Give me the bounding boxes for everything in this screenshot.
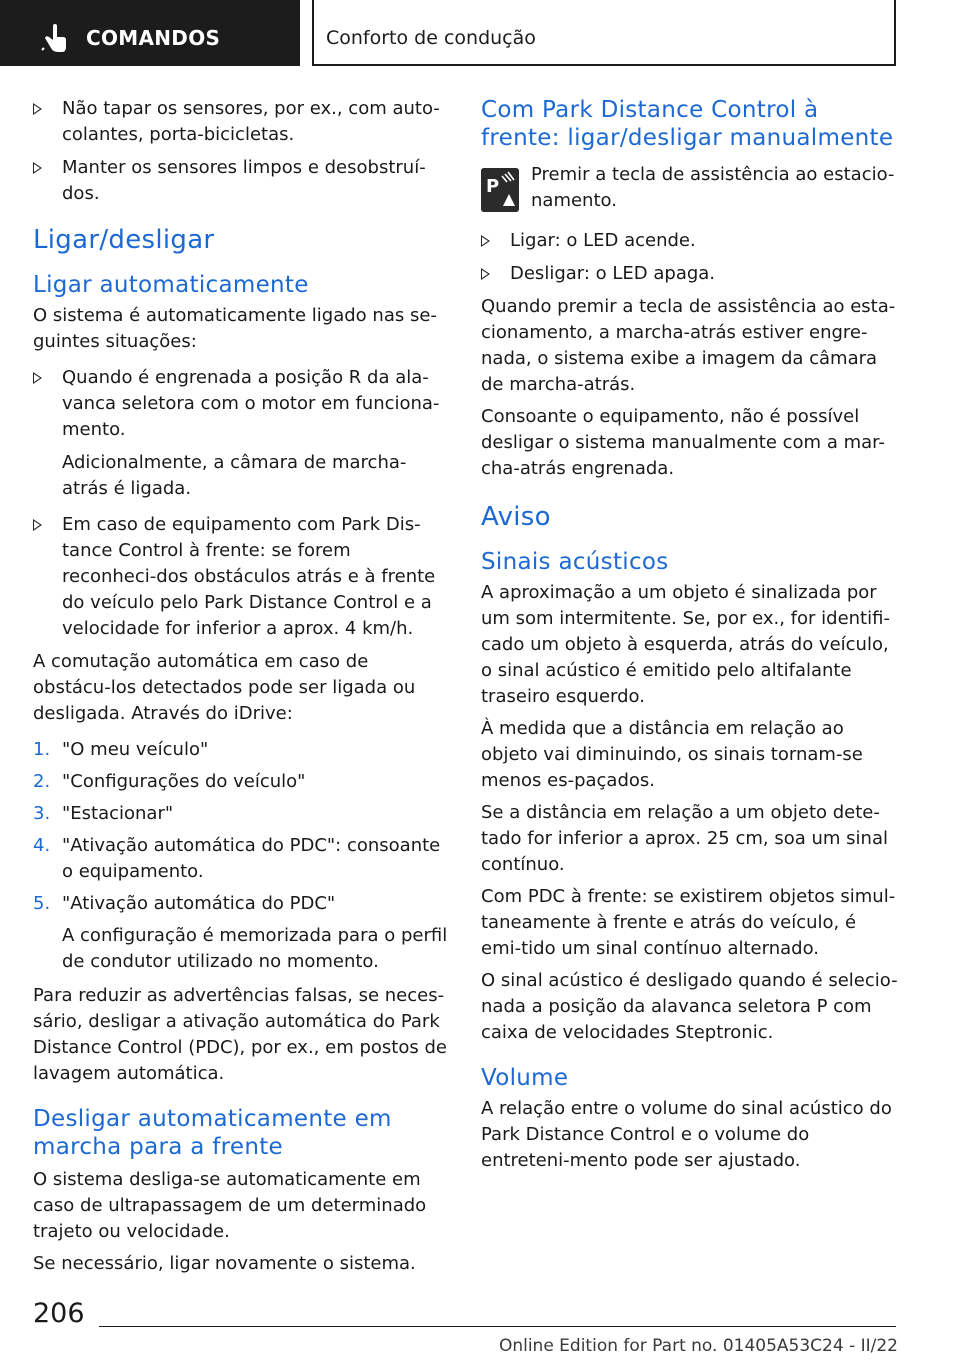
list-item: Ligar: o LED acende. xyxy=(481,228,901,254)
paragraph-sinais-5: O sinal acústico é desligado quando é selecio-nada a posição da alavanca seletora P com caixa de velocidades Steptronic. xyxy=(481,970,898,1043)
idrive-steps xyxy=(33,737,448,917)
paragraph-sinais-2: À medida que a distância em relação ao objeto vai diminuindo, os sinais tornam-se menos es-paçados. xyxy=(481,718,863,791)
heading-volume: Volume xyxy=(481,1065,569,1091)
parking-assist-key-icon xyxy=(481,168,519,212)
heading-manual: Com Park Distance Control à frente: ligar/desligar manualmente xyxy=(481,97,894,151)
list-item: Desligar: o LED apaga. xyxy=(481,261,901,287)
bullet-triangle-icon xyxy=(33,372,42,384)
footer-divider xyxy=(99,1326,896,1327)
svg-text:P: P xyxy=(486,176,500,197)
paragraph-sinais-4: Com PDC à frente: se existirem objetos simul-taneamente à frente e atrás do veículo, é emi-tido um sinal contínuo alternado. xyxy=(481,886,896,959)
paragraph-equip: Consoante o equipamento, não é possível desligar o sistema manualmente com a mar-cha-atrás engrenada. xyxy=(481,406,885,479)
heading-ligar-desligar: Ligar/desligar xyxy=(33,225,215,255)
list-item: Quando é engrenada a posição R da ala-vanca seletora com o motor em funciona-mento. xyxy=(33,365,448,443)
header-tab xyxy=(0,0,300,66)
list-item: Em caso de equipamento com Park Dis-tance Control à frente: se forem reconheci-dos obstáculos atrás e à frente do veículo pelo Park Distance Control e a velocidade for inferior a aprox. 4 km/h. xyxy=(33,512,448,642)
hand-pointer-icon xyxy=(38,24,70,54)
list-item: 5. "Ativação automática do PDC" xyxy=(33,893,336,914)
led-bullets xyxy=(481,228,901,287)
list-item: 4. "Ativação automática do PDC": consoante o equipamento. xyxy=(33,835,441,882)
pdc-key-row xyxy=(481,162,901,214)
page-header xyxy=(0,0,960,66)
section-title: Conforto de condução xyxy=(326,27,536,49)
paragraph-volume: A relação entre o volume do sinal acústico do Park Distance Control e o volume do entreteni-mento pode ser ajustado. xyxy=(481,1098,892,1171)
heading-aviso: Aviso xyxy=(481,502,551,532)
paragraph-sinais-1: A aproximação a um objeto é sinalizada por um som intermitente. Se, por ex., for identifi-cado um objeto à esquerda, atrás do veículo, o sinal acústico é emitido pelo altifalante traseiro esquerdo. xyxy=(481,582,890,707)
bullet-triangle-icon xyxy=(33,162,42,174)
auto-conditions-2 xyxy=(33,512,448,642)
header-tab-label: COMANDOS xyxy=(86,26,221,50)
heading-sinais: Sinais acústicos xyxy=(481,549,669,575)
list-item: Manter os sensores limpos e desobstruí-dos. xyxy=(33,155,448,207)
paragraph-key: Premir a tecla de assistência ao estacio-namento. xyxy=(531,164,895,211)
paragraph-switch: A comutação automática em caso de obstácu-los detectados pode ser ligada ou desligada. Através do iDrive: xyxy=(33,651,416,724)
list-item: Não tapar os sensores, por ex., com auto-colantes, porta-bicicletas. xyxy=(33,96,448,148)
bullet-triangle-icon xyxy=(33,519,42,531)
bullet-triangle-icon xyxy=(481,235,490,247)
list-item: 3. "Estacionar" xyxy=(33,803,174,824)
paragraph-reverse: Quando premir a tecla de assistência ao esta-cionamento, a marcha-atrás estiver engre-nada, o sistema exibe a imagem da câmara de marcha-atrás. xyxy=(481,296,896,395)
edition-note: Online Edition for Part no. 01405A53C24 - II/22 xyxy=(498,1336,898,1356)
paragraph-auto: O sistema é automaticamente ligado nas se-guintes situações: xyxy=(33,305,437,352)
paragraph-off: O sistema desliga-se automaticamente em caso de ultrapassagem de um determinado trajeto ou velocidade. xyxy=(33,1169,427,1242)
step5-note: A configuração é memorizada para o perfil de condutor utilizado no momento. xyxy=(62,925,448,972)
paragraph-again: Se necessário, ligar novamente o sistema. xyxy=(33,1253,416,1274)
paragraph-reduce: Para reduzir as advertências falsas, se neces-sário, desligar a ativação automática do Park Distance Control (PDC), por ex., em postos de lavagem automática. xyxy=(33,985,447,1084)
paragraph-sinais-3: Se a distância em relação a um objeto dete-tado for inferior a aprox. 25 cm, soa um sinal contínuo. xyxy=(481,802,888,875)
page-number: 206 xyxy=(33,1298,85,1329)
heading-desligar-auto: Desligar automaticamente em marcha para a frente xyxy=(33,1106,392,1160)
bullet-triangle-icon xyxy=(33,103,42,115)
heading-ligar-automaticamente: Ligar automaticamente xyxy=(33,272,309,298)
auto-conditions xyxy=(33,365,448,443)
list-item: 2. "Configurações do veículo" xyxy=(33,771,306,792)
bullet-triangle-icon xyxy=(481,268,490,280)
bullet-r-note: Adicionalmente, a câmara de marcha-atrás é ligada. xyxy=(62,452,407,499)
left-column xyxy=(33,96,448,1283)
sensor-bullets xyxy=(33,96,448,207)
right-column xyxy=(481,96,901,1180)
list-item: 1. "O meu veículo" xyxy=(33,739,209,760)
